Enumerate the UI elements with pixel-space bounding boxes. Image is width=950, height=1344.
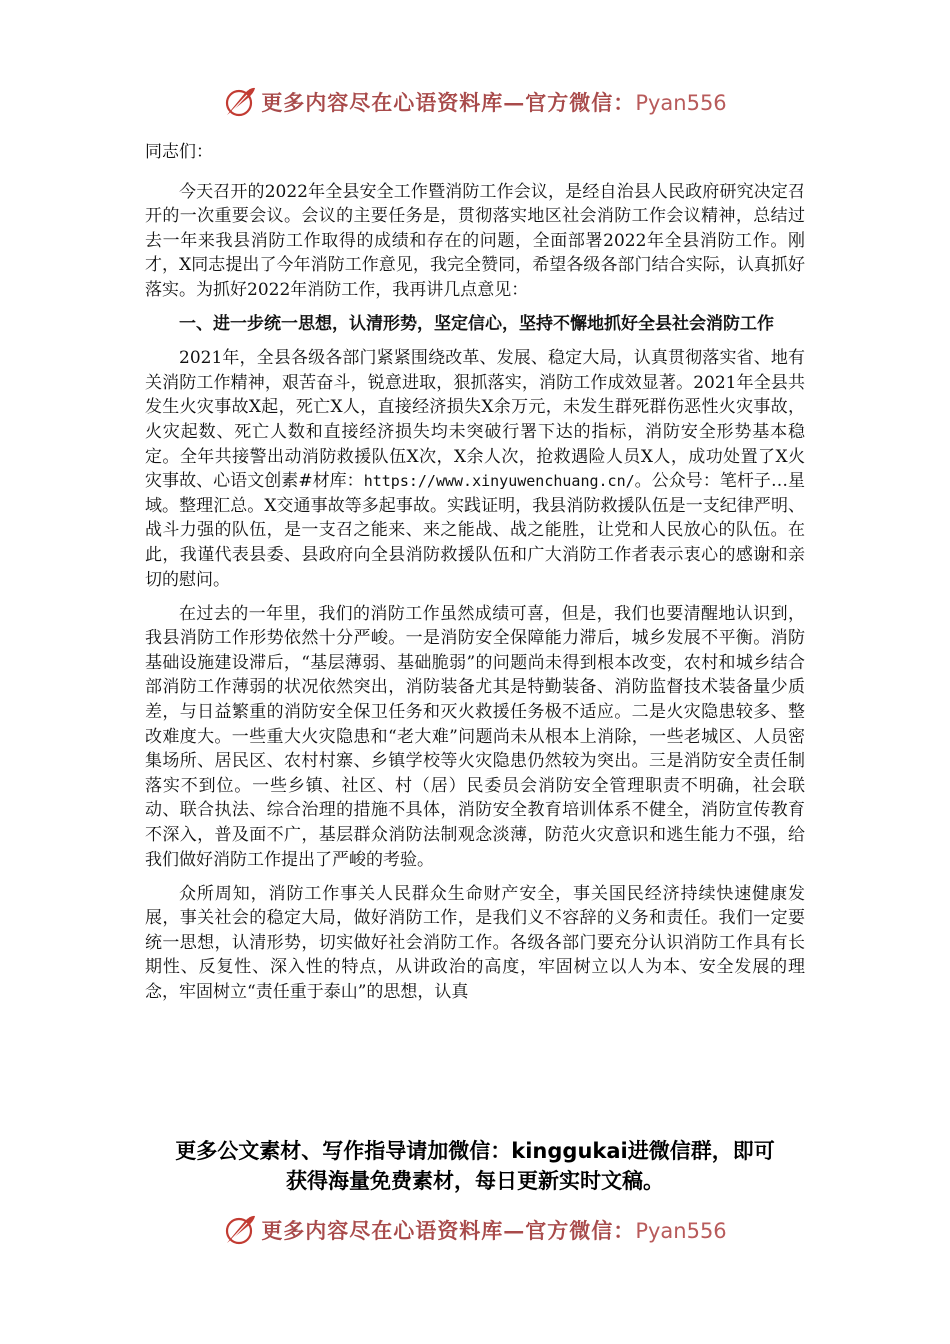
banner-text: 更多内容尽在心语资料库—官方微信：Pyan556 — [261, 1218, 727, 1243]
paragraph-achievements: 2021年，全县各级各部门紧紧围绕改革、发展、稳定大局，认真贯彻落实省、地有关消防工作精神，艰苦奋斗，锐意进取，狠抓落实，消防工作成效显著。2021年全县共发生火灾事故X起，死亡X人，直接经济损失X余万元，未发生群死群伤恶性火灾事故，火灾起数、死亡人数和直接经济损失均未突破行署下达的指标，消防安全形势基本稳定。全年共接警出动消防救援队伍X次，X余人次，抢救遇险人员X人，成功处置了X火灾事故、心语文创素#材库：https://www.xinyuwenchuang.cn/。公众号：笔杆子…星域。整理汇总。X交通事故等多起事故。实践证明，我县消防救援队伍是一支纪律严明、战斗力强的队伍，是一支召之能来、来之能战、战之能胜，让党和人民放心的队伍。在此，我谨代表县委、县政府向全县消防救援队伍和广大消防工作者表示衷心的感谢和亲切的慰问。 — [145, 348, 805, 590]
banner-text: 更多内容尽在心语资料库—官方微信：Pyan556 — [261, 90, 727, 115]
greeting: 同志们： — [145, 142, 213, 162]
quill-pen-logo-icon — [223, 1213, 257, 1247]
section-heading: 一、进一步统一思想，认清形势，坚定信心，坚持不懈地抓好全县社会消防工作 — [179, 314, 774, 335]
promo-notice — [120, 1136, 830, 1196]
quill-pen-logo-icon — [223, 85, 257, 119]
paragraph-responsibility: 众所周知，消防工作事关人民群众生命财产安全，事关国民经济持续快速健康发展，事关社会的稳定大局，做好消防工作，是我们义不容辞的义务和责任。我们一定要统一思想，认清形势，切实做好社会消防工作。各级各部门要充分认识消防工作具有长期性、反复性、深入性的特点，从讲政治的高度，牢固树立以人为本、安全发展的理念，牢固树立“责任重于泰山”的思想，认真 — [145, 883, 805, 1002]
header-banner — [0, 82, 950, 122]
footer-banner — [0, 1210, 950, 1250]
promo-line-1: 更多公文素材、写作指导请加微信：kinggukai进微信群，即可 — [175, 1139, 775, 1163]
promo-line-2: 获得海量免费素材，每日更新实时文稿。 — [286, 1169, 664, 1193]
paragraph-problems: 在过去的一年里，我们的消防工作虽然成绩可喜，但是，我们也要清醒地认识到，我县消防工作形势依然十分严峻。一是消防安全保障能力滞后，城乡发展不平衡。消防基础设施建设滞后，“基层薄弱、基础脆弱”的问题尚未得到根本改变，农村和城乡结合部消防工作薄弱的状况依然突出，消防装备尤其是特勤装备、消防监督技术装备量少质差，与日益繁重的消防安全保卫任务和灭火救援任务极不适应。二是火灾隐患较多、整改难度大。一些重大火灾隐患和“老大难”问题尚未从根本上消除，一些老城区、人员密集场所、居民区、农村村寨、乡镇学校等火灾隐患仍然较为突出。三是消防安全责任制落实不到位。一些乡镇、社区、村（居）民委员会消防安全管理职责不明确，社会联动、联合执法、综合治理的措施不具体，消防安全教育培训体系不健全，消防宣传教育不深入，普及面不广，基层群众消防法制观念淡薄，防范火灾意识和逃生能力不强，给我们做好消防工作提出了严峻的考验。 — [145, 603, 805, 870]
source-url: https://www.xinyuwenchuang.cn/ — [363, 472, 635, 491]
document-body — [145, 140, 805, 1014]
paragraph-intro: 今天召开的2022年全县安全工作暨消防工作会议，是经自治县人民政府研究决定召开的一次重要会议。会议的主要任务是，贯彻落实地区社会消防工作会议精神，总结过去一年来我县消防工作取得的成绩和存在的问题，全面部署2022年全县消防工作。刚才，X同志提出了今年消防工作意见，我完全赞同，希望各级各部门结合实际，认真抓好落实。为抓好2022年消防工作，我再讲几点意见： — [145, 181, 805, 300]
